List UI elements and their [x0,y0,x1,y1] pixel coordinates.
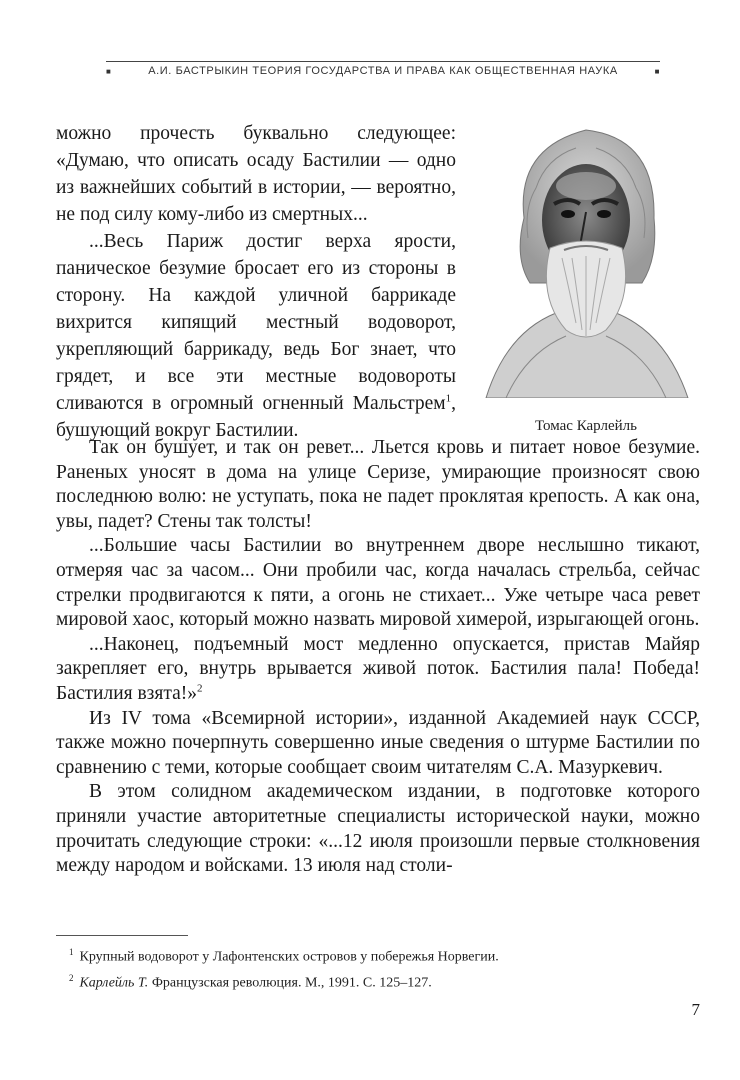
footnote-ref-2: 2 [197,682,203,695]
running-header [106,61,660,77]
footnote-ref-1: 1 [445,392,452,405]
column-text [56,120,456,444]
footnote-1 [56,942,700,968]
footnotes [56,942,700,993]
page-number: 7 [691,1000,700,1019]
header-text: А.И. БАСТРЫКИН ТЕОРИЯ ГОСУДАРСТВА И ПРАВА КАК ОБЩЕСТВЕННАЯ НАУКА [148,65,618,77]
body-text [56,436,700,879]
body-paragraph-3-text: ...Наконец, подъемный мост медленно опускается, пристав Майяр закрепляет его, внутрь врывается живой поток. Бастилия пала! Победа! Бастилия взята!» [56,633,700,704]
footnote-1-text: Крупный водоворот у Лафонтенских островов у побережья Норвегии. [79,949,499,965]
body-paragraph-5: В этом солидном академическом издании, в подготовке которого приняли участие авторитетные специалисты исторической науки, можно прочитать следующие строки: «...12 июля произошли первые столкновения между народом и войсками. 13 июля над столи- [56,781,700,877]
column-paragraph-1: можно прочесть буквально следующее: «Думаю, что описать осаду Бастилии — одно из важнейших событий в истории, — вероятно, не под силу кому-либо из смертных... [56,123,456,225]
column-paragraph-2 [56,228,456,444]
header-bullet-right: ■ [654,66,660,76]
footnote-2-text: Французская революция. М., 1991. С. 125–127. [148,975,432,991]
footnote-2-author: Карлейль Т. [79,975,149,991]
header-bullet-left: ■ [106,66,112,76]
column-paragraph-2-tail: , бушующий вокруг Бастилии. [56,393,456,441]
footnote-2-number: 2 [69,972,74,983]
body-paragraph-1: Так он бушует, и так он ревет... Льется кровь и питает новое безумие. Раненых уносят в дома на улице Серизе, умирающие произносят свою последнюю волю: не уступать, пока не падет проклятая крепость. А как она, увы, падет? Стены так толсты! [56,437,700,532]
portrait-image [466,108,706,398]
body-paragraph-4: Из IV тома «Всемирной истории», изданной Академией наук СССР, также можно почерпнуть совершенно иные сведения о штурме Бастилии по сравнению с теми, которые сообщает своим читателям С.А. Мазуркевич. [56,707,700,778]
portrait-caption: Томас Карлейль [535,418,637,434]
footnote-1-number: 1 [69,947,74,957]
body-paragraph-3 [56,633,700,707]
footnote-2 [56,968,700,994]
footnote-rule [56,935,188,936]
column-paragraph-2-text: ...Весь Париж достиг верха ярости, паническое безумие бросает его из стороны в сторону. На каждой уличной баррикаде вихрится кипящий местный водоворот, укрепляющий баррикаду, ведь Бог знает, что грядет, и все эти местные водовороты сливаются в огромный огненный Мальстрем [56,231,456,414]
body-paragraph-2: ...Большие часы Бастилии во внутреннем дворе неслышно тикают, отмеряя час за часом... Они пробили час, когда началась стрельба, сейчас стрелки продвигаются к пяти, а огонь не стихает... Уже четыре часа ревет мировой хаос, который можно назвать мировой химерой, изрыгающей огонь. [56,535,700,631]
